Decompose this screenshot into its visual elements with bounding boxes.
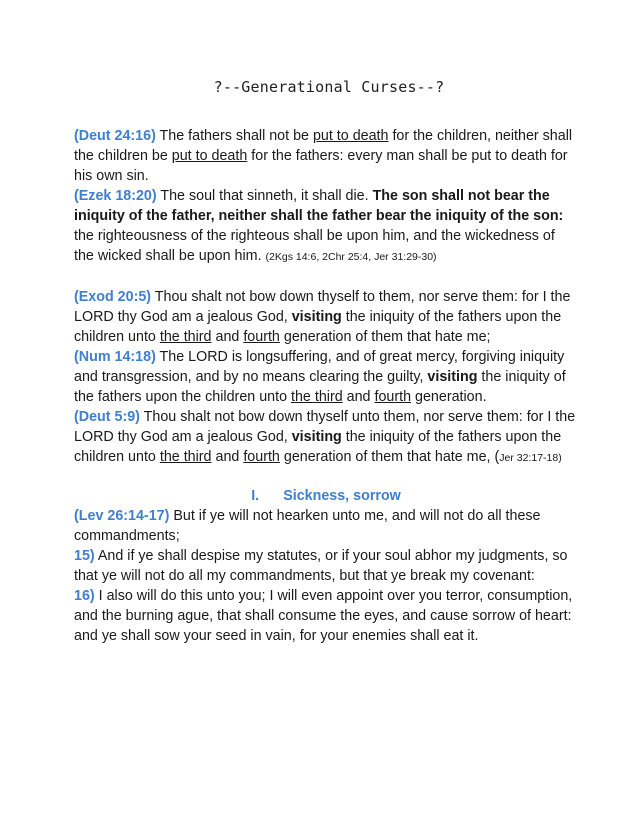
verse-text: The soul that sinneth, it shall die. xyxy=(156,188,373,204)
verse-lev-26-16 xyxy=(74,586,578,646)
underlined-text: put to death xyxy=(171,148,248,164)
cross-reference-note: Jer 32:17-18) xyxy=(499,452,562,464)
bold-text: visiting xyxy=(291,309,342,325)
verse-reference: (Lev 26:14-17) xyxy=(74,508,170,524)
verse-reference: 16) xyxy=(74,588,95,604)
verse-text: the iniquity of the fathers upon the children unto xyxy=(74,309,562,345)
verse-text: generation of them that hate me, ( xyxy=(279,449,500,465)
bold-text: The son shall not bear the iniquity of the father, neither shall the father bear the iniquity of the son: xyxy=(74,188,564,224)
verse-reference: 15) xyxy=(74,548,95,564)
underlined-text: fourth xyxy=(243,449,280,465)
verse-text: the iniquity of the fathers upon the children unto xyxy=(74,369,566,405)
verse-reference: (Exod 20:5) xyxy=(74,289,152,305)
verse-text: Thou shalt not bow down thyself unto them, nor serve them: for I the LORD thy God am a jealous God, xyxy=(74,409,576,445)
underlined-text: the third xyxy=(159,449,212,465)
verse-lev-26-14 xyxy=(74,506,578,546)
verse-lev-26-15 xyxy=(74,546,578,586)
spacer xyxy=(74,267,578,287)
verse-text: Thou shalt not bow down thyself to them, nor serve them: for I the LORD thy God am a jealous God, xyxy=(74,289,571,325)
verse-text: The LORD is longsuffering, and of great mercy, forgiving iniquity and transgression, and by no means clearing the guilty, xyxy=(74,349,565,385)
section-title: Sickness, sorrow xyxy=(283,488,401,504)
verse-text: generation of them that hate me; xyxy=(279,329,491,345)
verse-reference: (Deut 5:9) xyxy=(74,409,140,425)
verse-text: But if ye will not hearken unto me, and will not do all these commandments; xyxy=(74,508,541,544)
verse-text: for the fathers: every man shall be put to death for his own sin. xyxy=(74,148,568,184)
verse-text: I also will do this unto you; I will even appoint over you terror, consumption, and the burning ague, that shall consume the eyes, and cause sorrow of heart: and ye shall sow your seed in vain, for your enemies shall eat it. xyxy=(74,588,573,644)
page-title: ?--Generational Curses--? xyxy=(213,78,445,96)
bold-text: visiting xyxy=(427,369,478,385)
underlined-text: the third xyxy=(159,329,212,345)
verse-text: The fathers shall not be xyxy=(155,128,313,144)
cross-reference-note: (2Kgs 14:6, 2Chr 25:4, Jer 31:29-30) xyxy=(265,251,437,263)
verse-exod-20-5 xyxy=(74,287,578,347)
verse-deut-5-9 xyxy=(74,407,578,468)
verse-text: and xyxy=(211,449,244,465)
section-heading xyxy=(74,486,578,506)
verse-text: and xyxy=(211,329,244,345)
underlined-text: put to death xyxy=(312,128,389,144)
verse-deut-24-16 xyxy=(74,126,578,186)
verse-reference: (Num 14:18) xyxy=(74,349,156,365)
verse-text: And if ye shall despise my statutes, or if your soul abhor my judgments, so that ye will not do all my commandments, but that ye break my covenant: xyxy=(74,548,568,584)
section-number: I. xyxy=(251,488,260,504)
underlined-text: the third xyxy=(291,389,343,405)
verse-ezek-18-20 xyxy=(74,186,578,267)
bold-text: visiting xyxy=(291,429,342,445)
verse-num-14-18 xyxy=(74,347,578,407)
verse-text: the iniquity of the fathers upon the children unto xyxy=(74,429,562,465)
verse-text: for the children, neither shall the children be xyxy=(74,128,573,164)
verse-reference: (Ezek 18:20) xyxy=(74,188,157,204)
verse-text: and xyxy=(342,389,375,405)
verse-text: the righteousness of the righteous shall be upon him, and the wickedness of the wicked shall be upon him. xyxy=(74,228,555,264)
verse-text: generation. xyxy=(411,389,487,405)
verse-reference: (Deut 24:16) xyxy=(74,128,156,144)
underlined-text: fourth xyxy=(243,329,280,345)
underlined-text: fourth xyxy=(374,389,412,405)
spacer xyxy=(74,468,578,486)
